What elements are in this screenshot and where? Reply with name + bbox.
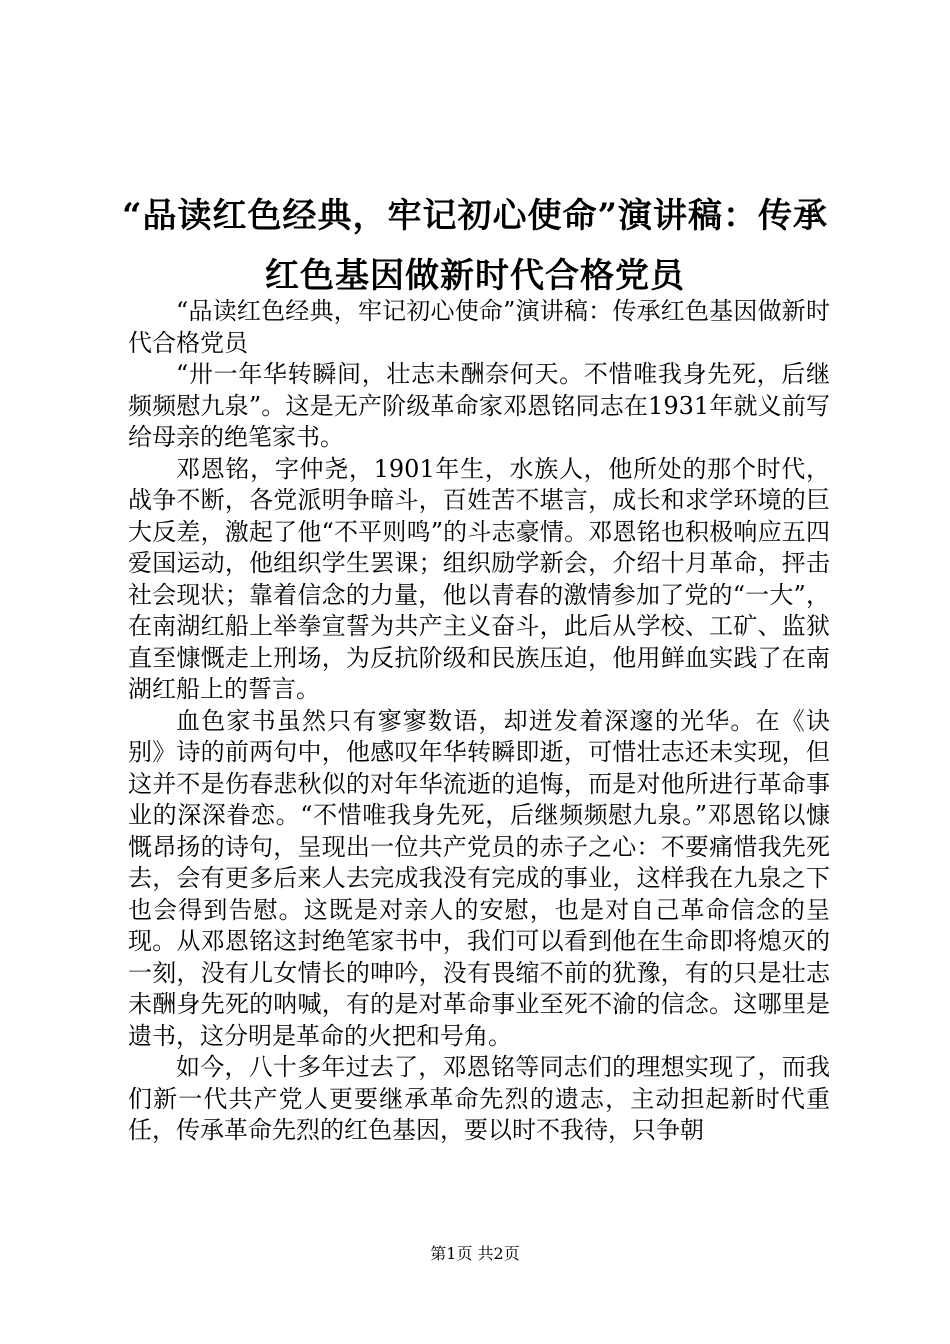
document-body — [128, 296, 830, 1147]
paragraph-poem: “卅一年华转瞬间，壮志未酬奈何天。不惜唯我身先死，后继频频慰九泉”。这是无产阶级革命家邓恩铭同志在1931年就义前写给母亲的绝笔家书。 — [128, 360, 830, 451]
document-title: “品读红色经典，牢记初心使命”演讲稿：传承红色基因做新时代合格党员 — [121, 196, 829, 296]
paragraph-biography: 邓恩铭，字仲尧，1901年生，水族人，他所处的那个时代，战争不断，各党派明争暗斗，百姓苦不堪言，成长和求学环境的巨大反差，激起了他“不平则鸣”的斗志豪情。邓恩铭也积极响应五四爱国运动，他组织学生罢课；组织励学新会，介绍十月革命，抨击社会现状；靠着信念的力量，他以青春的激情参加了党的“一大”，在南湖红船上举拳宣誓为共产主义奋斗，此后从学校、工矿、监狱直至慷慨走上刑场，为反抗阶级和民族压迫，他用鲜血实践了在南湖红船上的誓言。 — [128, 454, 830, 703]
paragraph-today: 如今，八十多年过去了，邓恩铭等同志们的理想实现了，而我们新一代共产党人更要继承革命先烈的遗志，主动担起新时代重任，传承革命先烈的红色基因，要以时不我待，只争朝 — [128, 1053, 830, 1144]
paragraph-subtitle: “品读红色经典，牢记初心使命”演讲稿：传承红色基因做新时代合格党员 — [128, 297, 830, 357]
page-number: 第1页 共2页 — [430, 1244, 520, 1263]
paragraph-letter: 血色家书虽然只有寥寥数语，却迸发着深邃的光华。在《诀别》诗的前两句中，他感叹年华转瞬即逝，可惜壮志还未实现，但这并不是伤春悲秋似的对年华流逝的追悔，而是对他所进行革命事业的深深眷恋。“不惜唯我身先死，后继频频慰九泉。”邓恩铭以慷慨昂扬的诗句，呈现出一位共产党员的赤子之心：不要痛惜我先死去，会有更多后来人去完成我没有完成的事业，这样我在九泉之下也会得到告慰。这既是对亲人的安慰，也是对自己革命信念的呈现。从邓恩铭这封绝笔家书中，我们可以看到他在生命即将熄灭的一刻，没有儿女情长的呻吟，没有畏缩不前的犹豫，有的只是壮志未酬身先死的呐喊，有的是对革命事业至死不渝的信念。这哪里是遗书，这分明是革命的火把和号角。 — [128, 706, 830, 1050]
